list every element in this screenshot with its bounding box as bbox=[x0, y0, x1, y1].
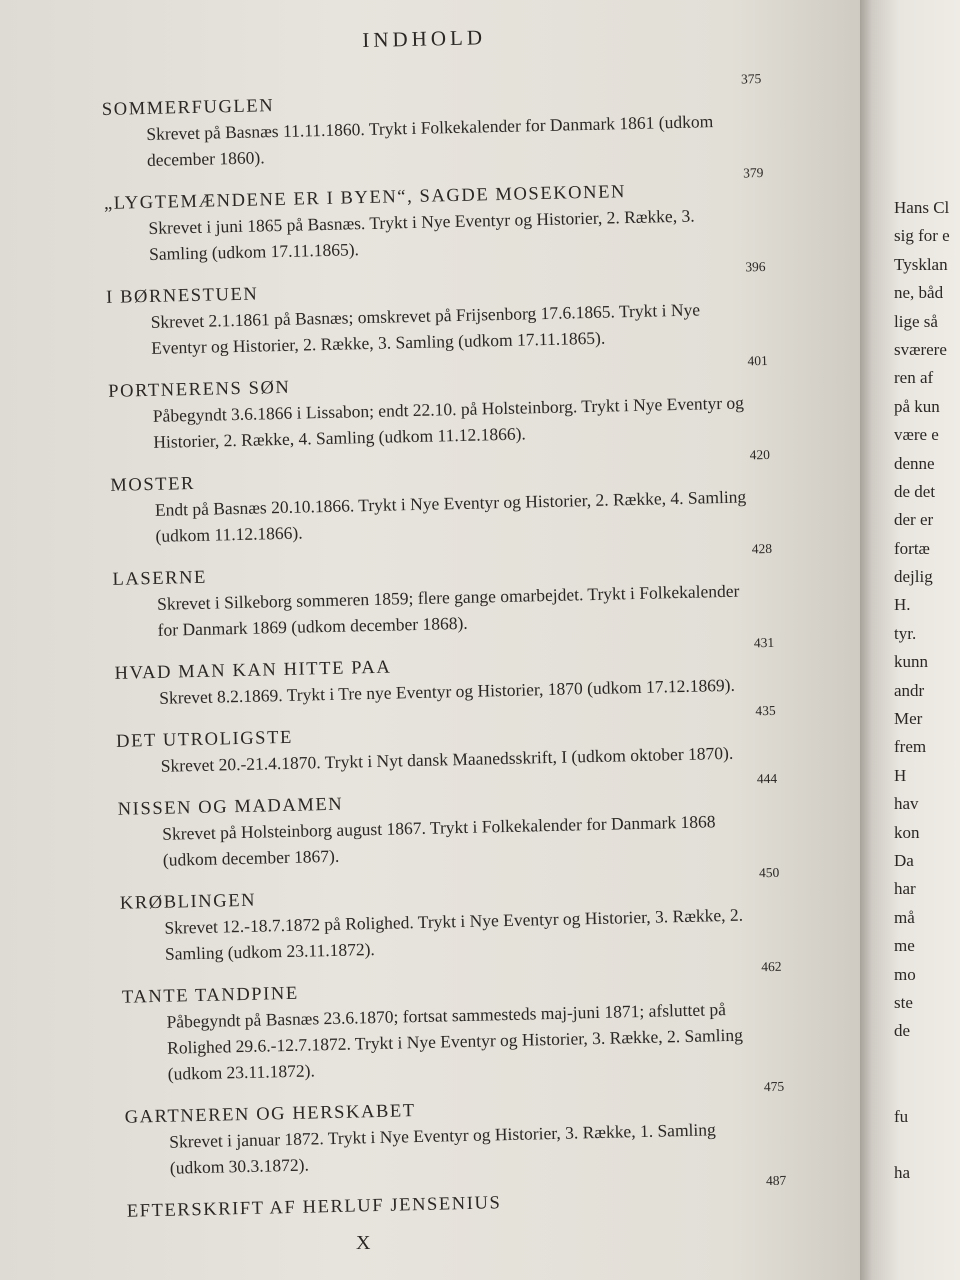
toc-entry-title: DET UTROLIGSTE bbox=[115, 727, 294, 752]
right-page-line: sværere bbox=[894, 339, 947, 359]
right-page-line: frem bbox=[894, 737, 927, 757]
toc-entry-note: Skrevet i januar 1872. Trykt i Nye Eventyr og Historier, 3. Række, 1. Samling (udkom 30.3.1872). bbox=[169, 1119, 716, 1178]
toc-entry-page-number: 450 bbox=[758, 864, 780, 881]
toc-entry-note: Påbegyndt på Basnæs 23.6.1870; fortsat sammesteds maj-juni 1871; afsluttet på Rolighed 29.6.-12.7.1872. Trykt i Nye Eventyr og Historier, 3. Række, 2. Samling (udkom 23.11.1872). bbox=[166, 999, 744, 1084]
toc-entry-title: GARTNEREN OG HERSKABET bbox=[124, 1101, 416, 1128]
right-page-line: H. bbox=[894, 595, 911, 615]
toc-entry-title: KRØBLINGEN bbox=[119, 890, 257, 914]
right-page-line: har bbox=[894, 879, 916, 899]
toc-entry-page-number: 444 bbox=[756, 770, 778, 787]
toc-entry-title: I BØRNESTUEN bbox=[105, 284, 259, 308]
right-page-line: sig for e bbox=[894, 226, 950, 246]
toc-entry bbox=[110, 446, 792, 549]
toc-entry bbox=[126, 1172, 807, 1223]
right-page-line: Da bbox=[894, 850, 914, 870]
right-page-line: H bbox=[894, 765, 907, 785]
toc-entry-title: „LYGTEMÆNDENE ER I BYEN“, SAGDE MOSEKONEN bbox=[103, 182, 627, 214]
right-page-line: kon bbox=[894, 822, 920, 842]
toc-entry bbox=[117, 770, 799, 873]
toc-entry-title: NISSEN OG MADAMEN bbox=[117, 794, 344, 820]
toc-entry-page-number: 375 bbox=[740, 71, 762, 87]
toc-entry-note: Skrevet i juni 1865 på Basnæs. Trykt i Nye Eventyr og Historier, 2. Række, 3. Samling (udkom 17.11.1865). bbox=[148, 205, 695, 264]
toc-entry-note: Skrevet 2.1.1861 på Basnæs; omskrevet på Frijsenborg 17.6.1865. Trykt i Nye Eventyr og Historier, 2. Række, 3. Samling (udkom 17.11.1865). bbox=[150, 299, 701, 358]
right-page-line: fu bbox=[894, 1106, 909, 1126]
page-heading: INDHOLD bbox=[362, 25, 487, 53]
right-page bbox=[860, 0, 960, 1280]
right-page-line: der er bbox=[894, 510, 934, 530]
right-page-line: ne, båd bbox=[894, 283, 944, 303]
right-page-line: me bbox=[894, 936, 915, 956]
right-page-line: denne bbox=[894, 453, 935, 473]
right-page-line: Tysklan bbox=[894, 254, 948, 274]
toc-entry-page-number: 420 bbox=[749, 446, 771, 463]
toc-entry bbox=[115, 702, 797, 779]
toc-entry-page-number: 379 bbox=[743, 164, 764, 181]
toc-entry-note: Skrevet på Holsteinborg august 1867. Trykt i Folkekalender for Danmark 1868 (udkom december 1867). bbox=[162, 811, 716, 870]
toc-entry bbox=[112, 540, 794, 643]
toc-entry-note: Skrevet 8.2.1869. Trykt i Tre nye Eventyr og Historier, 1870 (udkom 17.12.1869). bbox=[158, 674, 736, 708]
toc-entry bbox=[103, 164, 786, 268]
toc-entry-page-number: 428 bbox=[751, 540, 773, 557]
toc-entry bbox=[114, 634, 795, 711]
right-page-line: dejlig bbox=[894, 567, 933, 587]
toc-entry-title: HVAD MAN KAN HITTE PAA bbox=[114, 657, 392, 684]
toc-entry bbox=[105, 258, 788, 362]
right-page-line: tyr. bbox=[894, 623, 917, 643]
right-page-line: hav bbox=[894, 794, 919, 814]
toc-entry-note: Skrevet på Basnæs 11.11.1860. Trykt i Folkekalender for Danmark 1861 (udkom december 1860). bbox=[146, 111, 714, 170]
right-page-line: ren af bbox=[894, 368, 934, 388]
page-folio: X bbox=[356, 1232, 373, 1254]
right-page-line: må bbox=[894, 907, 915, 927]
toc-entry-title: MOSTER bbox=[110, 473, 196, 496]
right-page-line: de det bbox=[894, 481, 936, 501]
right-page-line: mo bbox=[894, 964, 916, 984]
toc-entry-title: LASERNE bbox=[112, 567, 208, 590]
toc-entries bbox=[101, 71, 808, 1242]
toc-entry bbox=[108, 352, 790, 455]
toc-entry-title: EFTERSKRIFT AF HERLUF JENSENIUS bbox=[126, 1193, 502, 1222]
right-page-line: på kun bbox=[894, 396, 940, 416]
toc-content bbox=[100, 12, 800, 1222]
toc-entry-page-number: 475 bbox=[763, 1078, 785, 1095]
right-page-line: være e bbox=[894, 425, 939, 445]
right-page-line: andr bbox=[894, 680, 925, 700]
right-page-line bbox=[894, 1046, 950, 1074]
toc-entry-page-number: 487 bbox=[765, 1172, 787, 1189]
right-page-line: Hans Cl bbox=[894, 198, 950, 217]
right-page-line: Mer bbox=[894, 709, 923, 729]
toc-entry bbox=[101, 71, 784, 174]
toc-entry-page-number: 435 bbox=[755, 702, 776, 719]
right-page-line: fortæ bbox=[894, 538, 930, 558]
toc-entry-note: Påbegyndt 3.6.1866 i Lissabon; endt 22.10. på Holsteinborg. Trykt i Nye Eventyr og Historier, 2. Række, 4. Samling (udkom 11.12.1866). bbox=[152, 392, 745, 452]
right-page-text bbox=[894, 194, 950, 1188]
right-page-line: ste bbox=[894, 992, 913, 1012]
toc-entry-note: Endt på Basnæs 20.10.1866. Trykt i Nye Eventyr og Historier, 2. Række, 4. Samling (udkom 11.12.1866). bbox=[154, 486, 747, 546]
toc-entry-page-number: 401 bbox=[747, 352, 768, 369]
right-page-line: de bbox=[894, 1021, 911, 1041]
toc-entry bbox=[119, 864, 802, 967]
toc-entry bbox=[124, 1078, 806, 1181]
toc-entry-page-number: 396 bbox=[745, 258, 766, 275]
right-page-line: lige så bbox=[894, 311, 938, 331]
toc-entry-note: Skrevet 12.-18.7.1872 på Rolighed. Trykt i Nye Eventyr og Historier, 3. Række, 2. Samling (udkom 23.11.1872). bbox=[164, 904, 744, 964]
toc-entry-title: PORTNERENS SØN bbox=[108, 377, 291, 402]
toc-entry-note: Skrevet 20.-21.4.1870. Trykt i Nyt dansk Maanedsskrift, I (udkom oktober 1870). bbox=[160, 742, 734, 776]
right-page-line bbox=[894, 1131, 950, 1159]
toc-entry-title: TANTE TANDPINE bbox=[121, 983, 300, 1008]
toc-entry-page-number: 462 bbox=[761, 958, 782, 975]
right-page-line: kunn bbox=[894, 652, 928, 672]
toc-entry-title: SOMMERFUGLEN bbox=[101, 96, 275, 120]
toc-entry bbox=[121, 958, 804, 1087]
right-page-line bbox=[894, 1074, 950, 1102]
toc-entry-note: Skrevet i Silkeborg sommeren 1859; flere gange omarbejdet. Trykt i Folkekalender for Danmark 1869 (udkom december 1868). bbox=[156, 580, 740, 640]
toc-entry-page-number: 431 bbox=[753, 634, 775, 651]
right-page-line: ha bbox=[894, 1163, 911, 1183]
